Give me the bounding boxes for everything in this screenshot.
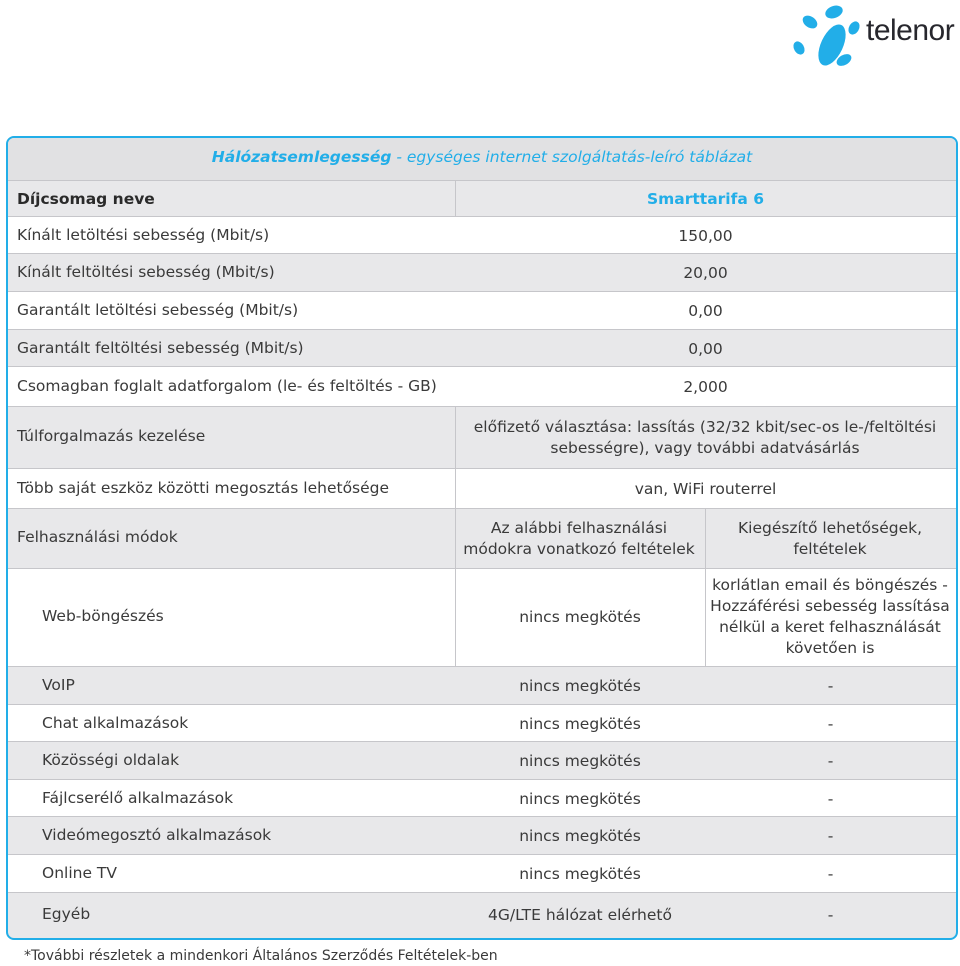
- table-row: [8, 329, 956, 367]
- table-header: [8, 138, 956, 180]
- row-condition: nincs megkötés: [519, 752, 641, 770]
- table-row: [8, 704, 956, 742]
- row-label: Fájlcserélő alkalmazások: [42, 789, 234, 807]
- row-condition: nincs megkötés: [519, 827, 641, 845]
- table-row: [8, 291, 956, 330]
- row-extra: korlátlan email és böngészés - Hozzáférési sebesség lassítása nélkül a keret felhasználását követően is: [710, 576, 950, 657]
- table-title: [8, 148, 956, 166]
- table-row: [8, 253, 956, 292]
- row-label: Kínált letöltési sebesség (Mbit/s): [17, 226, 270, 244]
- row-condition: nincs megkötés: [519, 677, 641, 695]
- plan-row: [8, 180, 956, 217]
- row-label: Online TV: [42, 864, 117, 882]
- usage-header-row: [8, 508, 956, 569]
- row-value: 20,00: [683, 264, 728, 282]
- row-value: van, WiFi routerrel: [634, 480, 777, 498]
- table-row: [8, 366, 956, 407]
- row-label: Videómegosztó alkalmazások: [42, 826, 272, 844]
- row-condition: nincs megkötés: [519, 865, 641, 883]
- usage-col2-header: Kiegészítő lehetőségek, feltételek: [737, 519, 923, 558]
- table-row: [8, 854, 956, 893]
- info-table: [6, 136, 958, 940]
- table-row: [8, 406, 956, 469]
- table-row: [8, 216, 956, 254]
- brand-name: telenor: [866, 14, 955, 47]
- plan-name: Smarttarifa 6: [646, 190, 765, 208]
- row-label: Egyéb: [42, 905, 91, 923]
- row-value: 2,000: [683, 378, 728, 396]
- row-label: Chat alkalmazások: [42, 714, 189, 732]
- row-extra: -: [827, 906, 834, 924]
- table-row: [8, 816, 956, 855]
- row-label: Csomagban foglalt adatforgalom (le- és feltöltés - GB): [17, 377, 437, 395]
- table-row: [8, 666, 956, 705]
- row-extra: -: [827, 752, 834, 770]
- table-row: [8, 568, 956, 667]
- row-value: előfizető választása: lassítás (32/32 kbit/sec-os le-/feltöltési sebességre), vagy további adatvásárlás: [473, 418, 937, 457]
- row-label: Felhasználási módok: [17, 528, 178, 546]
- row-value: 150,00: [678, 227, 733, 245]
- table-row: [8, 741, 956, 780]
- row-value: 0,00: [688, 302, 723, 320]
- table-row: [8, 892, 956, 939]
- row-label: Web-böngészés: [42, 607, 164, 625]
- row-value: 0,00: [688, 340, 723, 358]
- row-label: Kínált feltöltési sebesség (Mbit/s): [17, 263, 275, 281]
- usage-col1-header: Az alábbi felhasználási módokra vonatkozó feltételek: [463, 519, 695, 558]
- title-rest: - egységes internet szolgáltatás-leíró táblázat: [391, 148, 753, 166]
- row-label: Garantált letöltési sebesség (Mbit/s): [17, 301, 299, 319]
- row-condition: 4G/LTE hálózat elérhető: [488, 906, 672, 924]
- row-condition: nincs megkötés: [519, 608, 641, 626]
- title-bold: Hálózatsemlegesség: [211, 148, 392, 166]
- row-extra: -: [827, 715, 834, 733]
- row-extra: -: [827, 865, 834, 883]
- row-condition: nincs megkötés: [519, 790, 641, 808]
- table-row: [8, 779, 956, 817]
- row-label: Közösségi oldalak: [42, 751, 180, 769]
- plan-label: Díjcsomag neve: [17, 190, 155, 208]
- row-extra: -: [827, 790, 834, 808]
- row-label: Túlforgalmazás kezelése: [17, 427, 206, 445]
- row-extra: -: [827, 827, 834, 845]
- footnote: *További részletek a mindenkori Általános Szerződés Feltételek-ben: [24, 948, 498, 964]
- row-label: Több saját eszköz közötti megosztás lehetősége: [17, 479, 390, 497]
- table-row: [8, 468, 956, 509]
- row-label: VoIP: [42, 676, 75, 694]
- row-condition: nincs megkötés: [519, 715, 641, 733]
- row-label: Garantált feltöltési sebesség (Mbit/s): [17, 339, 304, 357]
- row-extra: -: [827, 677, 834, 695]
